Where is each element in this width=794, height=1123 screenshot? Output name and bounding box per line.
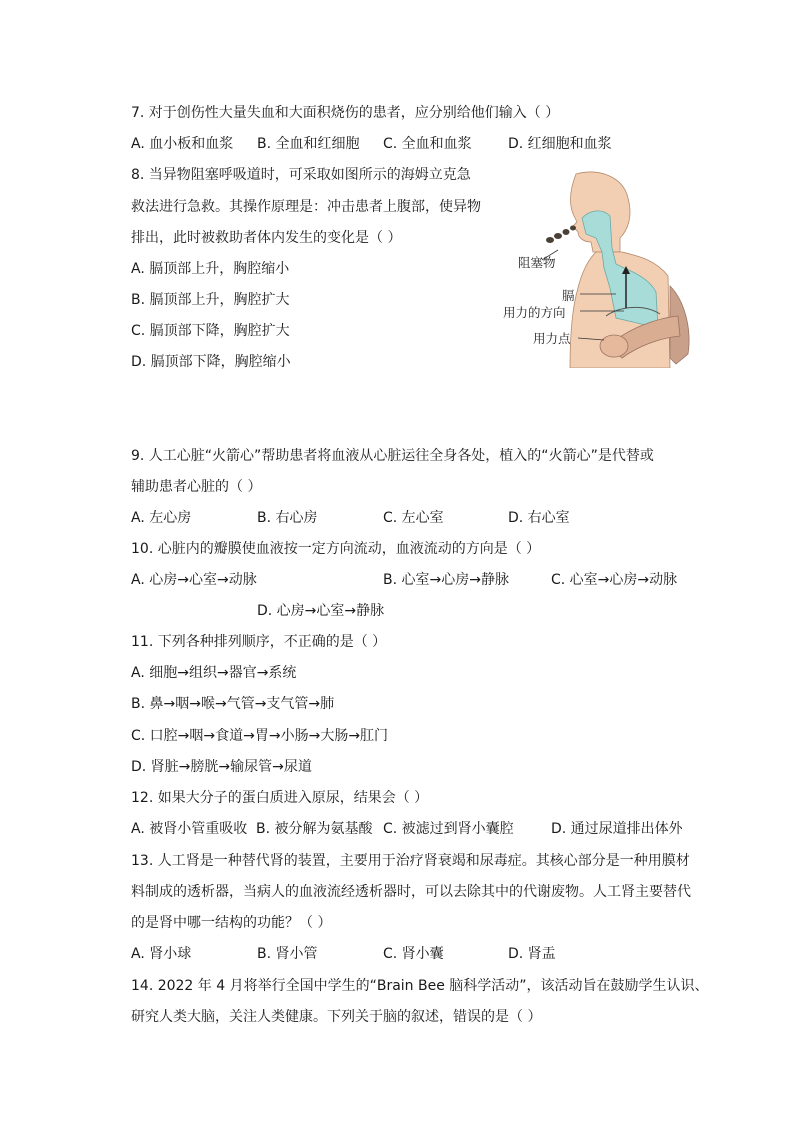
q9-stem-line-1: 9. 人工心脏“火箭心”帮助患者将血液从心脏运往全身各处，植入的“火箭心”是代替或 <box>131 448 654 464</box>
q10-option-d: D. 心房→心室→静脉 <box>257 603 385 619</box>
figure-label-diaphragm: 膈 <box>562 288 575 303</box>
q11-option-a: A. 细胞→组织→器官→系统 <box>131 665 297 681</box>
q13-stem-line-1: 13. 人工肾是一种替代肾的装置，主要用于治疗肾衰竭和尿毒症。其核心部分是一种用膜材 <box>131 853 690 869</box>
q8-option-d: D. 膈顶部下降，胸腔缩小 <box>131 354 291 370</box>
q10-option-a: A. 心房→心室→动脉 <box>131 572 257 588</box>
q13-option-a: A. 肾小球 <box>131 946 192 962</box>
q12-option-c: C. 被滤过到肾小囊腔 <box>383 821 514 837</box>
q10-stem: 10. 心脏内的瓣膜使血液按一定方向流动，血液流动的方向是（ ） <box>131 541 541 557</box>
q11-stem: 11. 下列各种排列顺序，不正确的是（ ） <box>131 634 387 650</box>
q13-option-c: C. 肾小囊 <box>383 946 444 962</box>
q7-option-a: A. 血小板和血浆 <box>131 136 234 152</box>
q12-option-b: B. 被分解为氨基酸 <box>256 821 373 837</box>
q12-option-a: A. 被肾小管重吸收 <box>131 821 248 837</box>
q10-option-b: B. 心室→心房→静脉 <box>383 572 509 588</box>
q9-option-c: C. 左心室 <box>383 510 444 526</box>
q7-option-b: B. 全血和红细胞 <box>257 136 360 152</box>
q12-option-d: D. 通过尿道排出体外 <box>551 821 683 837</box>
q14-stem-line-1: 14. 2022 年 4 月将举行全国中学生的“Brain Bee 脑科学活动”，该活动旨在鼓励学生认识、 <box>131 978 709 994</box>
q8-stem-line-2: 救法进行急救。其操作原理是：冲击患者上腹部，使异物 <box>131 199 481 215</box>
figure-label-obstruction: 阻塞物 <box>518 255 556 270</box>
q11-option-d: D. 肾脏→膀胱→输尿管→尿道 <box>131 759 312 775</box>
q13-option-d: D. 肾盂 <box>508 946 556 962</box>
q7-option-d: D. 红细胞和血浆 <box>508 136 612 152</box>
q8-stem-line-3: 排出，此时被救助者体内发生的变化是（ ） <box>131 230 402 246</box>
q14-stem-line-2: 研究人类大脑，关注人类健康。下列关于脑的叙述，错误的是（ ） <box>131 1009 542 1025</box>
q9-option-d: D. 右心室 <box>508 510 570 526</box>
q9-option-a: A. 左心房 <box>131 510 192 526</box>
q7-option-c: C. 全血和血浆 <box>383 136 472 152</box>
q10-option-c: C. 心室→心房→动脉 <box>551 572 678 588</box>
q8-option-b: B. 膈顶部上升，胸腔扩大 <box>131 292 290 308</box>
q11-option-c: C. 口腔→咽→食道→胃→小肠→大肠→肛门 <box>131 728 389 744</box>
q13-stem-line-2: 料制成的透析器，当病人的血液流经透析器时，可以去除其中的代谢废物。人工肾主要替代 <box>131 884 691 900</box>
q8-option-c: C. 膈顶部下降，胸腔扩大 <box>131 323 290 339</box>
q12-stem: 12. 如果大分子的蛋白质进入原尿，结果会（ ） <box>131 790 429 806</box>
q8-option-a: A. 膈顶部上升，胸腔缩小 <box>131 261 290 277</box>
q13-option-b: B. 肾小管 <box>257 946 318 962</box>
figure-label-force-point: 用力点 <box>533 331 571 346</box>
q8-stem-line-1: 8. 当异物阻塞呼吸道时，可采取如图所示的海姆立克急 <box>131 167 471 183</box>
q9-stem-line-2: 辅助患者心脏的（ ） <box>131 479 262 495</box>
q7-stem: 7. 对于创伤性大量失血和大面积烧伤的患者，应分别给他们输入（ ） <box>131 105 560 121</box>
q9-option-b: B. 右心房 <box>257 510 318 526</box>
q11-option-b: B. 鼻→咽→喉→气管→支气管→肺 <box>131 696 335 712</box>
q13-stem-line-3: 的是肾中哪一结构的功能？（ ） <box>131 915 332 931</box>
figure-label-force-direction: 用力的方向 <box>503 305 566 320</box>
